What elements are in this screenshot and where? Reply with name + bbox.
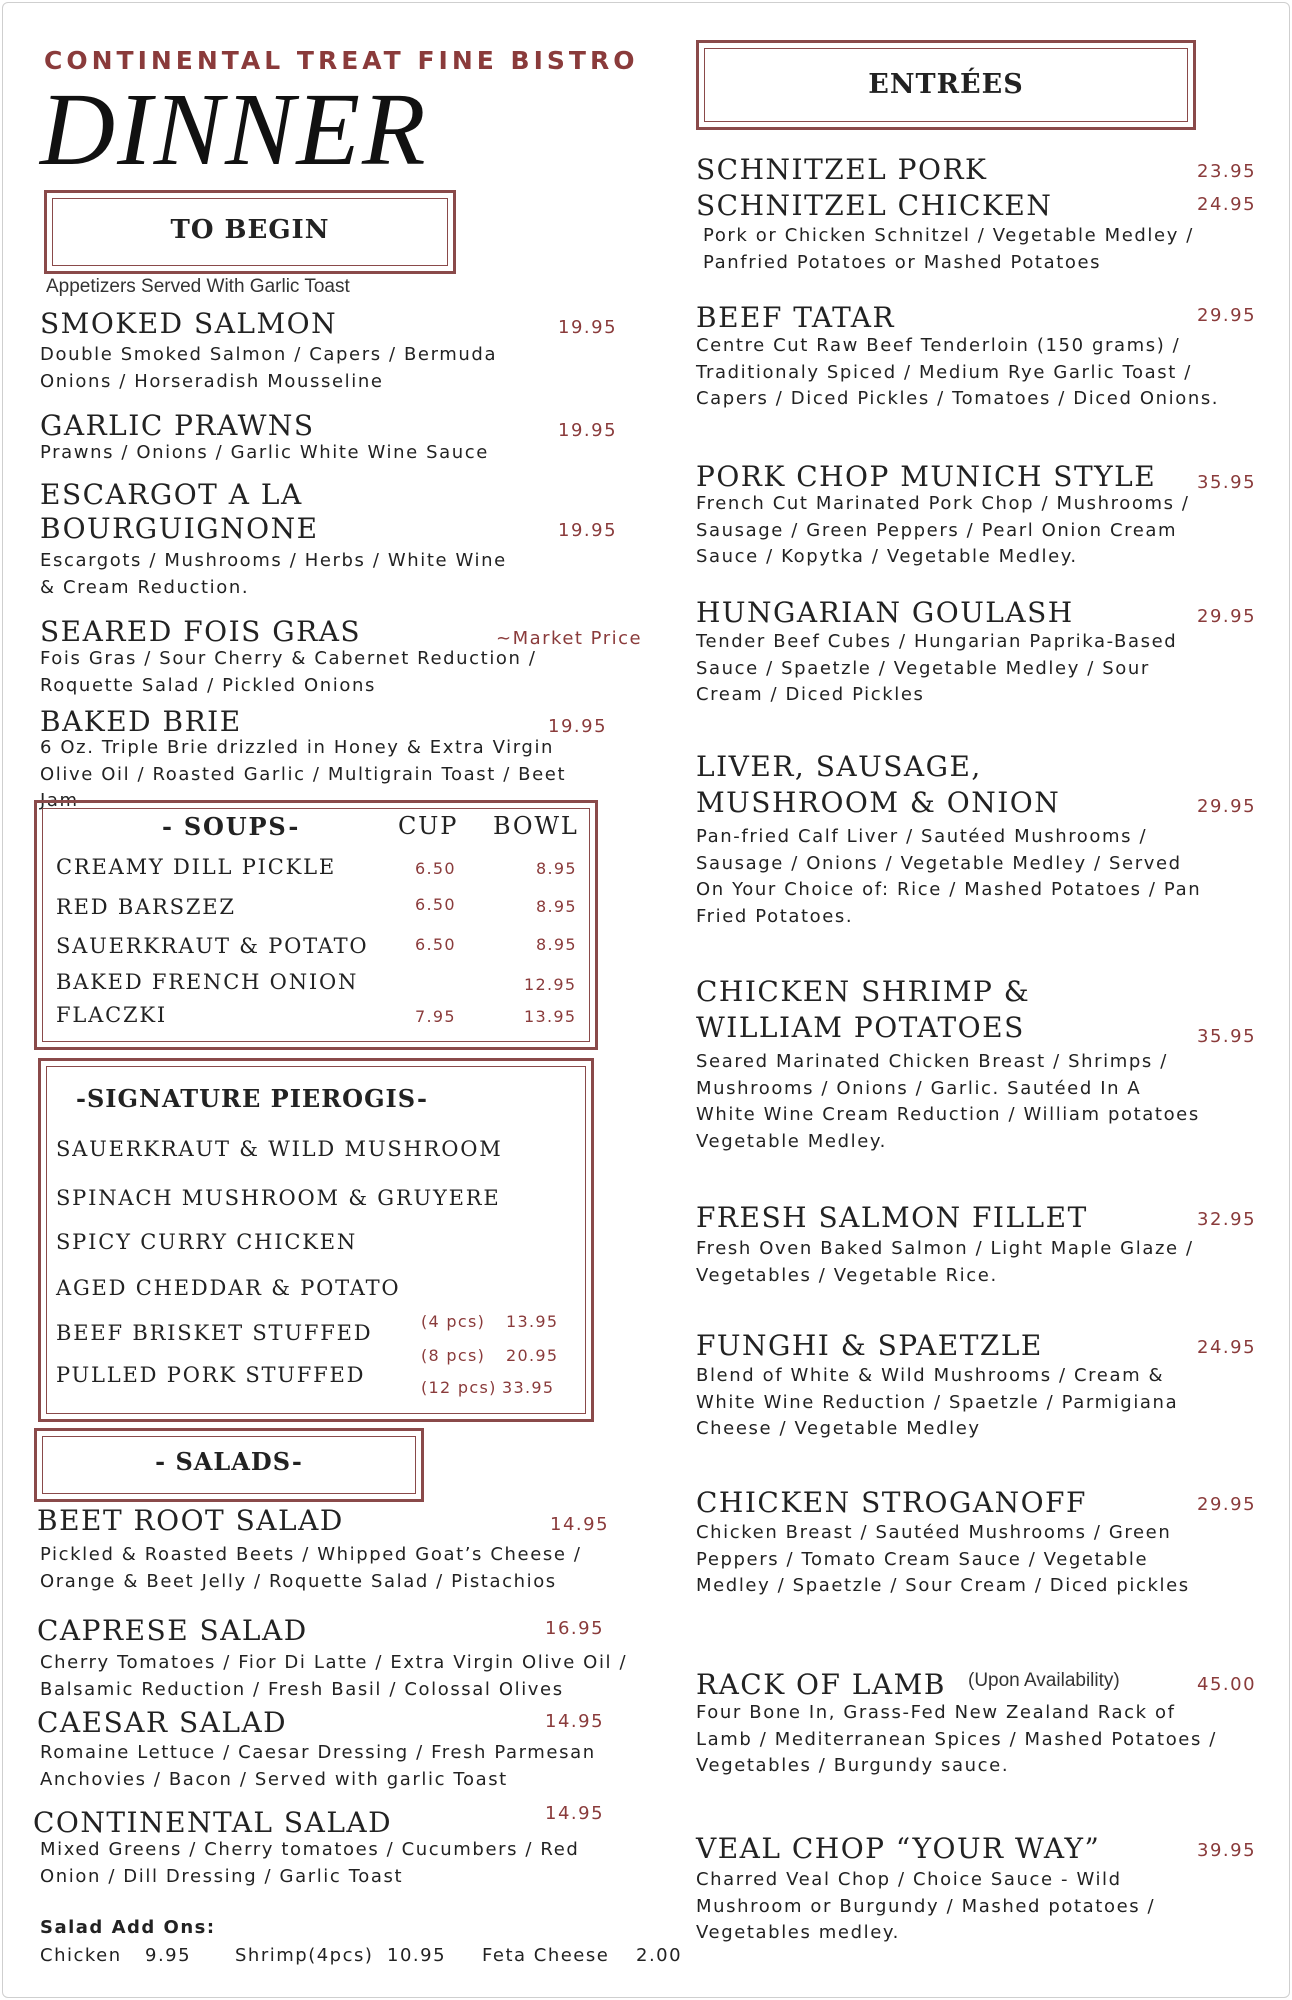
appetizers-note: Appetizers Served With Garlic Toast [46,276,350,297]
salad-price: 16.95 [545,1618,605,1639]
soup-bowl-price: 8.95 [536,859,577,878]
addon-name: Chicken [40,1945,122,1966]
salad-addons-header: Salad Add Ons: [40,1917,216,1938]
entree-name: FRESH SALMON FILLET [696,1201,1088,1234]
addon-price: 9.95 [145,1945,192,1966]
salads-header-box [34,1428,424,1502]
entree-price: 45.00 [1197,1674,1257,1695]
pierogi-qty: (12 pcs) [421,1378,497,1397]
salad-desc: Romaine Lettuce / Caesar Dressing / Fresh Parmesan Anchovies / Bacon / Served with garlic Toast [40,1742,596,1790]
entree-price: 29.95 [1197,1494,1257,1515]
entree-price: 39.95 [1197,1840,1257,1861]
entree-name: HUNGARIAN GOULASH [696,596,1074,629]
entree-desc: Four Bone In, Grass-Fed New Zealand Rack of Lamb / Mediterranean Spices / Mashed Potatoes / Vegetables / Burgundy sauce. [696,1702,1217,1776]
salad-price: 14.95 [545,1803,605,1824]
entree-name-line1: SCHNITZEL PORK [696,153,988,186]
appetizer-name: SEARED FOIS GRAS [40,615,362,648]
entree-price: 35.95 [1197,472,1257,493]
salad-desc: Mixed Greens / Cherry tomatoes / Cucumbers / Red Onion / Dill Dressing / Garlic Toast [40,1839,580,1887]
appetizer-desc: Fois Gras / Sour Cherry & Cabernet Reduction / Roquette Salad / Pickled Onions [40,648,537,696]
entree-desc: Centre Cut Raw Beef Tenderloin (150 grams) / Traditionaly Spiced / Medium Rye Garlic Toast / Capers / Diced Pickles / Tomatoes / Diced Onions. [696,335,1220,409]
appetizer-desc: 6 Oz. Triple Brie drizzled in Honey & Extra Virgin Olive Oil / Roasted Garlic / Multigrain Toast / Beet Jam [40,737,567,811]
pierogi-qty: (4 pcs) [421,1312,486,1331]
to-begin-header: TO BEGIN [170,215,330,245]
pierogi-price: 33.95 [502,1378,555,1397]
soup-cup-price: 6.50 [415,895,456,914]
salad-name: CAPRESE SALAD [37,1614,308,1647]
entree-price: 29.95 [1197,606,1257,627]
soup-name: RED BARSZEZ [56,895,236,919]
soup-name: SAUERKRAUT & POTATO [56,934,369,958]
soup-name: CREAMY DILL PICKLE [56,855,336,879]
pierogi-name: PULLED PORK STUFFED [56,1363,366,1387]
entree-price: 23.95 [1197,161,1257,182]
pierogi-qty: (8 pcs) [421,1346,486,1365]
addon-price: 2.00 [636,1945,683,1966]
entree-desc: Tender Beef Cubes / Hungarian Paprika-Based Sauce / Spaetzle / Vegetable Medley / Sour Cream / Diced Pickles [696,631,1178,705]
pierogi-price: 20.95 [506,1346,559,1365]
soup-cup-price: 6.50 [415,935,456,954]
entree-name: FUNGHI & SPAETZLE [696,1329,1043,1362]
soup-bowl-price: 13.95 [524,1007,577,1026]
appetizer-price: 19.95 [558,420,618,441]
entree-name-line2: SCHNITZEL CHICKEN [696,189,1053,222]
bowl-label: BOWL [493,812,579,840]
appetizer-name-line2: BOURGUIGNONE [40,512,319,545]
pierogi-price: 13.95 [506,1312,559,1331]
entree-name-line2: MUSHROOM & ONION [696,786,1061,819]
addon-price: 10.95 [387,1945,447,1966]
entree-desc: Charred Veal Chop / Choice Sauce - Wild Mushroom or Burgundy / Mashed potatoes / Vegetables medley. [696,1869,1156,1943]
addon-name: Feta Cheese [482,1945,610,1966]
entree-note: (Upon Availability) [968,1670,1120,1691]
entree-price: 32.95 [1197,1209,1257,1230]
entrees-header: ENTRÉES [868,69,1024,100]
entree-desc: Fresh Oven Baked Salmon / Light Maple Glaze / Vegetables / Vegetable Rice. [696,1238,1194,1286]
appetizer-desc: Prawns / Onions / Garlic White Wine Sauce [40,442,489,463]
appetizer-name: GARLIC PRAWNS [40,409,315,442]
pierogi-name: SPICY CURRY CHICKEN [56,1230,358,1254]
entrees-header-box [696,40,1196,130]
entree-desc: Seared Marinated Chicken Breast / Shrimps / Mushrooms / Onions / Garlic. Sautéed In A White Wine Cream Reduction / William potatoes Vegetable Medley. [696,1051,1200,1152]
appetizer-desc: Escargots / Mushrooms / Herbs / White Wine & Cream Reduction. [40,550,507,598]
entree-desc: Blend of White & Wild Mushrooms / Cream & White Wine Reduction / Spaetzle / Parmigiana Cheese / Vegetable Medley [696,1365,1179,1439]
restaurant-name: CONTINENTAL TREAT FINE BISTRO [44,46,639,75]
appetizer-price: 19.95 [558,317,618,338]
salad-desc: Cherry Tomatoes / Fior Di Latte / Extra Virgin Olive Oil / Balsamic Reduction / Fresh Basil / Colossal Olives [40,1652,628,1700]
entree-name: CHICKEN STROGANOFF [696,1486,1087,1519]
salad-price: 14.95 [550,1514,610,1535]
salad-name: CAESAR SALAD [37,1706,288,1739]
pierogi-name: SPINACH MUSHROOM & GRUYERE [56,1186,501,1210]
cup-label: CUP [398,812,459,840]
salad-price: 14.95 [545,1711,605,1732]
pierogi-name: AGED CHEDDAR & POTATO [56,1276,401,1300]
entree-price: 29.95 [1197,796,1257,817]
soup-bowl-price: 8.95 [536,897,577,916]
pierogi-name: SAUERKRAUT & WILD MUSHROOM [56,1137,503,1161]
entree-price: 24.95 [1197,194,1257,215]
entree-name: RACK OF LAMB [696,1668,946,1701]
soup-name: FLACZKI [56,1003,167,1027]
salad-desc: Pickled & Roasted Beets / Whipped Goat’s Cheese / Orange & Beet Jelly / Roquette Salad / Pistachios [40,1544,582,1592]
entree-price: 35.95 [1197,1026,1257,1047]
addon-name: Shrimp(4pcs) [235,1945,374,1966]
pierogis-header: -SIGNATURE PIEROGIS- [76,1084,428,1113]
entree-name-line1: CHICKEN SHRIMP & [696,975,1031,1008]
appetizer-price: 19.95 [558,520,618,541]
soup-name: BAKED FRENCH ONION [56,970,359,994]
entree-name: VEAL CHOP “YOUR WAY” [696,1832,1101,1865]
soup-bowl-price: 8.95 [536,935,577,954]
entree-name-line2: WILLIAM POTATOES [696,1011,1025,1044]
salads-header: - SALADS- [155,1447,303,1476]
entree-price: 29.95 [1197,305,1257,326]
entree-desc: Chicken Breast / Sautéed Mushrooms / Green Peppers / Tomato Cream Sauce / Vegetable Medley / Spaetzle / Sour Cream / Diced pickles [696,1522,1190,1596]
appetizer-name: BAKED BRIE [40,705,242,738]
appetizer-price: 19.95 [548,716,608,737]
entree-name-line1: LIVER, SAUSAGE, [696,750,982,783]
appetizer-name: SMOKED SALMON [40,307,338,340]
soup-cup-price: 6.50 [415,859,456,878]
appetizer-desc: Double Smoked Salmon / Capers / Bermuda Onions / Horseradish Mousseline [40,344,498,392]
appetizer-price: ~Market Price [496,628,643,649]
to-begin-header-box [44,190,456,274]
entree-desc: Pan-fried Calf Liver / Sautéed Mushrooms / Sausage / Onions / Vegetable Medley / Served On Your Choice of: Rice / Mashed Potatoes / Pan Fried Potatoes. [696,826,1202,927]
entree-price: 24.95 [1197,1337,1257,1358]
appetizer-name-line1: ESCARGOT A LA [40,478,303,511]
entree-name: BEEF TATAR [696,301,896,334]
salad-name: CONTINENTAL SALAD [33,1806,393,1839]
entree-name: PORK CHOP MUNICH STYLE [696,460,1157,493]
entree-desc: French Cut Marinated Pork Chop / Mushrooms / Sausage / Green Peppers / Pearl Onion Cream Sauce / Kopytka / Vegetable Medley. [696,493,1190,567]
soup-bowl-price: 12.95 [524,975,577,994]
salad-name: BEET ROOT SALAD [37,1504,344,1537]
pierogi-name: BEEF BRISKET STUFFED [56,1321,373,1345]
soup-cup-price: 7.95 [415,1007,456,1026]
menu-title: DINNER [40,72,428,187]
soups-header: - SOUPS- [162,812,301,841]
entree-desc: Pork or Chicken Schnitzel / Vegetable Medley / Panfried Potatoes or Mashed Potatoes [703,225,1194,273]
